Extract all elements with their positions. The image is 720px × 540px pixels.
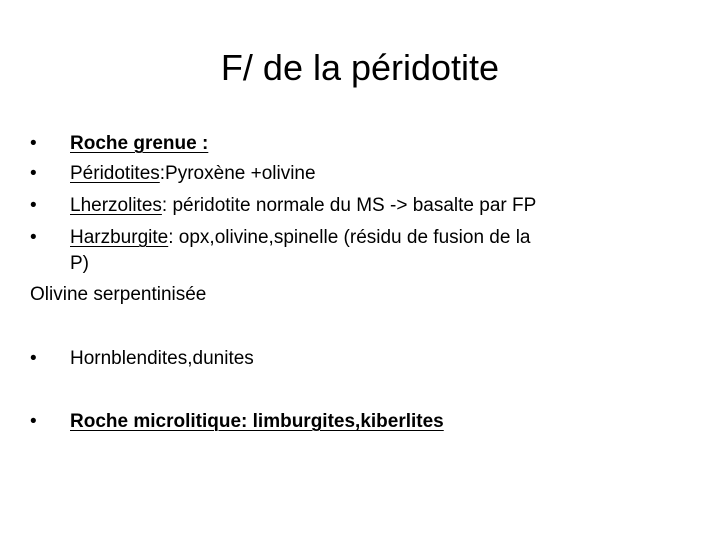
bullet-roche-grenue xyxy=(30,132,208,156)
bullet-label: Harzburgite xyxy=(70,227,169,248)
bullet-label: Péridotites xyxy=(70,163,160,184)
note-olivine-serpentinisee: Olivine serpentinisée xyxy=(30,284,207,305)
slide-title: F/ de la péridotite xyxy=(220,47,500,88)
bullet-peridotites xyxy=(30,162,316,186)
bullet-dot: • xyxy=(30,348,37,369)
bullet-harzburgite xyxy=(30,226,531,250)
bullet-text: Roche microlitique: limburgites,kiberlites xyxy=(70,411,444,432)
bullet-dot: • xyxy=(30,133,37,154)
bullet-label: Lherzolites xyxy=(70,195,162,216)
bullet-dot: • xyxy=(30,163,37,184)
bullet-hornblendites xyxy=(30,347,254,371)
bullet-label: Roche grenue : xyxy=(70,133,209,154)
bullet-dot: • xyxy=(30,411,37,432)
bullet-dot: • xyxy=(30,227,37,248)
bullet-roche-microlitique xyxy=(30,410,444,434)
bullet-text: :Pyroxène +olivine xyxy=(159,163,316,184)
bullet-text: : opx,olivine,spinelle (résidu de fusion de la xyxy=(168,227,531,248)
bullet-harzburgite-continuation: P) xyxy=(70,253,89,274)
bullet-text: Hornblendites,dunites xyxy=(70,348,254,369)
bullet-dot: • xyxy=(30,195,37,216)
bullet-text: : péridotite normale du MS -> basalte par FP xyxy=(161,195,537,216)
bullet-lherzolites xyxy=(30,194,536,218)
